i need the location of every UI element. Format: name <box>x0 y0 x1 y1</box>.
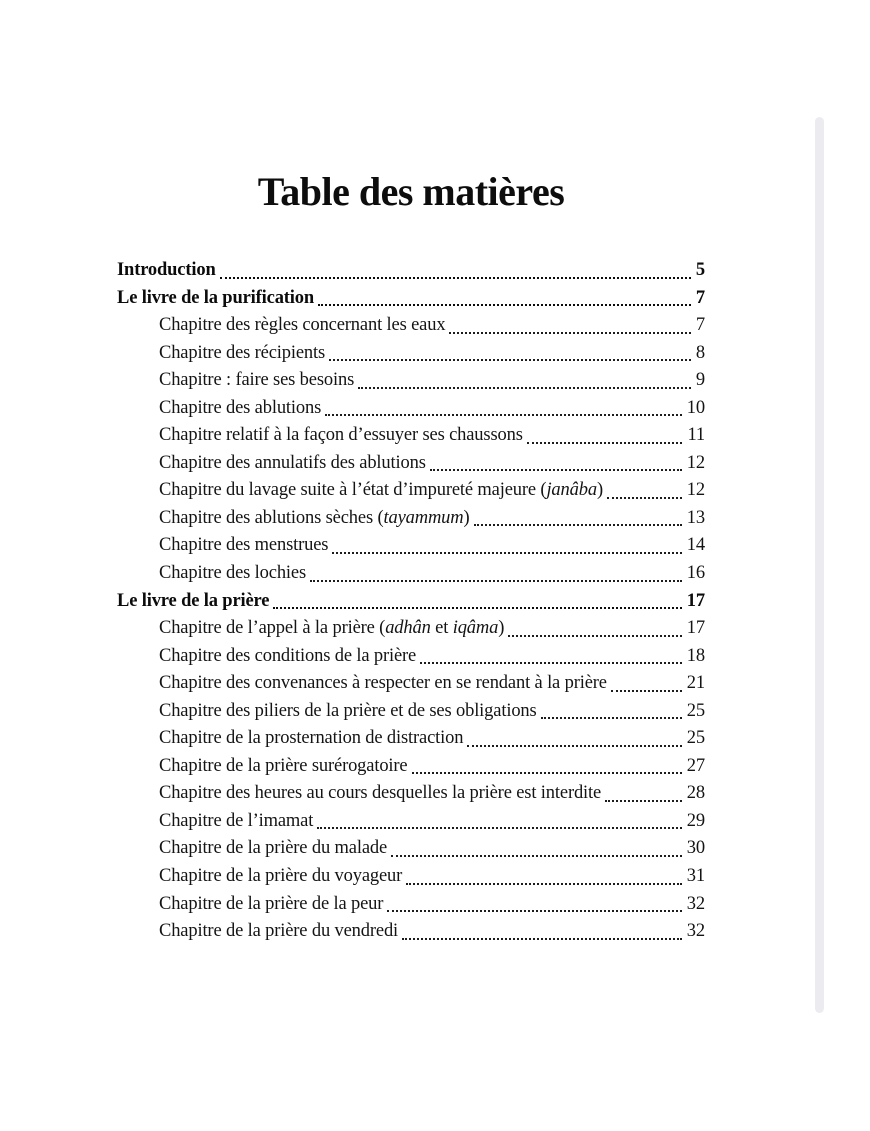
toc-entry-page: 18 <box>686 645 705 666</box>
toc-entry[interactable] <box>117 505 705 533</box>
page-title: Table des matières <box>257 169 565 214</box>
toc-entry[interactable] <box>117 312 705 340</box>
dot-leader <box>391 855 682 857</box>
dot-leader <box>449 332 690 334</box>
scrollbar-thumb[interactable] <box>815 117 824 1013</box>
dot-leader <box>317 827 682 829</box>
toc-entry-label: Chapitre de la prière du vendredi <box>159 921 399 942</box>
dot-leader <box>474 524 682 526</box>
toc-entry-label: Chapitre des heures au cours desquelles la prière est interdite <box>159 783 602 804</box>
toc-entry[interactable] <box>117 891 705 919</box>
toc-entry-page: 25 <box>686 728 705 749</box>
toc-entry-label: Chapitre de l’appel à la prière (adhân et iqâma) <box>159 618 505 639</box>
dot-leader <box>329 359 691 361</box>
toc-entry-label: Chapitre de la prière surérogatoire <box>159 755 408 776</box>
toc-entry[interactable] <box>117 863 705 891</box>
toc-entry-page: 7 <box>695 287 705 308</box>
toc-entry[interactable] <box>117 588 705 616</box>
toc-entry-page: 10 <box>686 397 705 418</box>
toc-entry-page: 9 <box>695 370 705 391</box>
toc-entry[interactable] <box>117 808 705 836</box>
toc-entry-label: Chapitre relatif à la façon d’essuyer ses chaussons <box>159 425 523 446</box>
dot-leader <box>420 662 682 664</box>
toc-entry-label: Chapitre des convenances à respecter en se rendant à la prière <box>159 673 607 694</box>
dot-leader <box>430 469 682 471</box>
toc-entry-page: 12 <box>686 480 705 501</box>
toc-entry-label: Chapitre du lavage suite à l’état d’impureté majeure (janâba) <box>159 480 603 501</box>
toc-entry-label: Chapitre des ablutions sèches (tayammum) <box>159 507 470 528</box>
dot-leader <box>406 883 682 885</box>
toc-entry[interactable] <box>117 698 705 726</box>
toc-entry[interactable] <box>117 670 705 698</box>
toc-entry-label: Chapitre de l’imamat <box>159 810 314 831</box>
toc-entry-label: Chapitre des conditions de la prière <box>159 645 417 666</box>
toc-entry-label: Chapitre de la prière du malade <box>159 838 388 859</box>
toc-entry[interactable] <box>117 395 705 423</box>
toc-entry[interactable] <box>117 340 705 368</box>
toc-entry-page: 17 <box>686 590 705 611</box>
toc-entry-page: 5 <box>695 260 705 280</box>
toc-entry[interactable] <box>117 615 705 643</box>
toc-entry[interactable] <box>117 560 705 588</box>
toc-entry-label: Chapitre des règles concernant les eaux <box>159 315 446 336</box>
toc-entry-label: Chapitre de la prosternation de distraction <box>159 728 464 749</box>
dot-leader <box>541 717 682 719</box>
toc-list <box>117 257 705 946</box>
toc-entry-label: Chapitre des annulatifs des ablutions <box>159 452 426 473</box>
toc-entry-page: 7 <box>695 315 705 336</box>
toc-entry[interactable] <box>117 753 705 781</box>
toc-entry-label: Le livre de la purification <box>117 287 315 308</box>
toc-entry-page: 25 <box>686 700 705 721</box>
dot-leader <box>310 580 682 582</box>
toc-entry-label: Chapitre de la prière du voyageur <box>159 866 403 887</box>
toc-entry[interactable] <box>117 422 705 450</box>
toc-entry-page: 14 <box>686 535 705 556</box>
dot-leader <box>220 277 691 279</box>
toc-entry[interactable] <box>117 835 705 863</box>
dot-leader <box>508 635 682 637</box>
toc-entry-label: Chapitre de la prière de la peur <box>159 893 384 914</box>
toc-entry-page: 13 <box>686 507 705 528</box>
toc-entry-page: 16 <box>686 563 705 584</box>
toc-entry[interactable] <box>117 367 705 395</box>
dot-leader <box>387 910 682 912</box>
toc-entry-label: Chapitre des lochies <box>159 563 307 584</box>
toc-entry-label: Le livre de la prière <box>117 590 270 611</box>
toc-entry-page: 21 <box>686 673 705 694</box>
dot-leader <box>412 772 682 774</box>
toc-entry[interactable] <box>117 477 705 505</box>
dot-leader <box>358 387 691 389</box>
dot-leader <box>325 414 682 416</box>
toc-entry[interactable] <box>117 450 705 478</box>
toc-entry-page: 31 <box>686 866 705 887</box>
dot-leader <box>467 745 681 747</box>
toc-entry-page: 28 <box>686 783 705 804</box>
dot-leader <box>611 690 682 692</box>
toc-entry-label: Chapitre des ablutions <box>159 397 322 418</box>
toc-entry-page: 12 <box>686 452 705 473</box>
toc-entry-page: 11 <box>687 425 705 446</box>
dot-leader <box>527 442 683 444</box>
toc-entry-label: Introduction <box>117 260 216 280</box>
toc-entry-page: 8 <box>695 342 705 363</box>
toc-entry-page: 17 <box>686 618 705 639</box>
toc-entry[interactable] <box>117 725 705 753</box>
toc-entry-page: 30 <box>686 838 705 859</box>
dot-leader <box>318 304 691 306</box>
toc-entry-page: 29 <box>686 810 705 831</box>
toc-entry[interactable] <box>117 257 705 285</box>
toc-entry[interactable] <box>117 780 705 808</box>
toc-entry[interactable] <box>117 532 705 560</box>
toc-entry[interactable] <box>117 918 705 946</box>
toc-entry-page: 27 <box>686 755 705 776</box>
dot-leader <box>332 552 681 554</box>
toc-entry-label: Chapitre des piliers de la prière et de ses obligations <box>159 700 537 721</box>
toc-entry-label: Chapitre des récipients <box>159 342 326 363</box>
dot-leader <box>607 497 682 499</box>
toc-entry-page: 32 <box>686 921 705 942</box>
toc-entry-label: Chapitre des menstrues <box>159 535 329 556</box>
dot-leader <box>273 607 681 609</box>
toc-entry[interactable] <box>117 285 705 313</box>
toc-entry[interactable] <box>117 643 705 671</box>
dot-leader <box>402 938 682 940</box>
dot-leader <box>605 800 682 802</box>
toc-entry-page: 32 <box>686 893 705 914</box>
toc-entry-label: Chapitre : faire ses besoins <box>159 370 355 391</box>
